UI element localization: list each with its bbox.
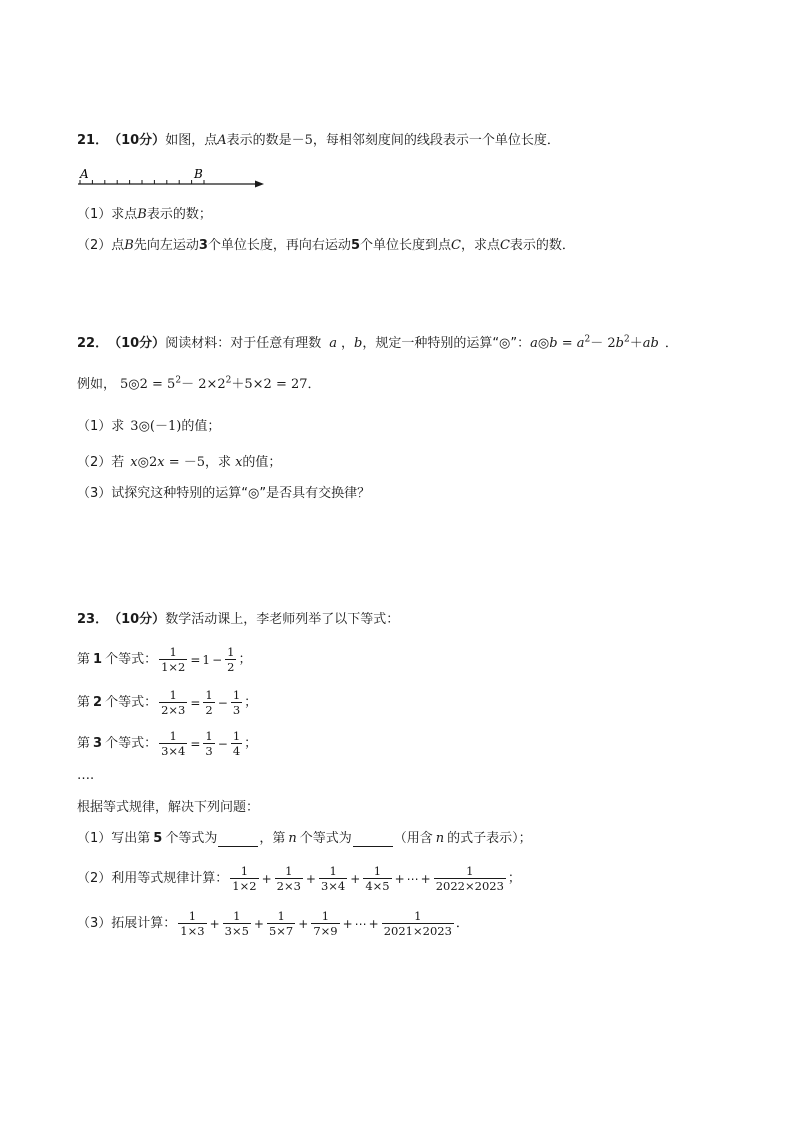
q22-part-1 bbox=[77, 417, 220, 437]
q23-number: 23． bbox=[77, 612, 109, 627]
q22-end: ． bbox=[664, 336, 678, 351]
q22-p1-expr: 3◎(－1) bbox=[130, 419, 182, 434]
q22-text-2: ，规定一种特别的运算“◎”： bbox=[362, 336, 531, 351]
q22-p3-text: 试探究这种特别的运算“◎”是否具有交换律？ bbox=[111, 486, 371, 501]
fraction: $\frac{1}{3\times 4}$ bbox=[161, 729, 186, 758]
fraction: $\frac{1}{2022\times 2023}$ bbox=[435, 864, 504, 893]
q23-part-1: （1） 写出第 5 个等式为 ，第 n 个等式为 （用含 n 的式子表示）； bbox=[77, 831, 532, 846]
q22-p2-expr: x◎2x = －5 bbox=[130, 455, 206, 470]
q21-p2-point-c-2: C bbox=[499, 238, 510, 253]
q22-p2-var-x: x bbox=[235, 455, 243, 470]
fraction: $\frac{1}{1\times 2}$ bbox=[232, 864, 257, 893]
q21-p2-num-3: 3 bbox=[198, 238, 208, 253]
q21-p2-text-1: 点 bbox=[111, 238, 125, 253]
fraction: $\frac{1}{1\times 2}$ bbox=[161, 645, 186, 674]
q21-number: 21． bbox=[77, 133, 109, 148]
q21-p2-point-c: C bbox=[451, 238, 461, 253]
q22-comma: ， bbox=[340, 336, 354, 351]
q21-text-1: 如图，点 bbox=[165, 133, 218, 148]
q22-part-2 bbox=[77, 453, 281, 473]
fraction: $\frac{1}{3\times 4}$ bbox=[320, 864, 346, 893]
q22-p2-text-2: ，求 bbox=[205, 455, 232, 470]
q21-p1-text-1: 求点 bbox=[111, 207, 138, 222]
q22-example bbox=[77, 375, 321, 395]
q22-p3-index: （3） bbox=[77, 486, 112, 501]
answer-blank-2[interactable] bbox=[353, 832, 393, 847]
q21-p2-point-b: B bbox=[124, 238, 134, 253]
q23-score: （10分） bbox=[108, 612, 166, 627]
fraction: $\frac{1}{3\times 5}$ bbox=[224, 909, 249, 938]
fraction: $\frac{1}{2\times 3}$ bbox=[161, 688, 186, 717]
q21-score: （10分） bbox=[108, 133, 166, 148]
q21-p2-text-6: 表示的数． bbox=[509, 238, 575, 253]
fraction: $\frac{1}{4}$ bbox=[232, 729, 241, 758]
number-line-ticks bbox=[80, 180, 204, 184]
q21-point-a: A bbox=[217, 133, 227, 148]
q22-p1-index: （1） bbox=[77, 419, 112, 434]
q21-p2-text-5: ，求点 bbox=[460, 238, 500, 253]
q21-text-3: ，每相邻刻度间的线段表示一个单位长度． bbox=[312, 133, 560, 148]
q23-equation-3: 第 3 个等式： $\frac{1}{3\times 4}$ = $\frac{1}{3}$ − $\frac{1}{4}$ ； bbox=[77, 729, 258, 758]
fraction: $\frac{1}{2021\times 2023}$ bbox=[383, 909, 452, 938]
label-point-b: B bbox=[194, 167, 203, 181]
q21-p2-num-5: 5 bbox=[350, 238, 360, 253]
q22-number: 22． bbox=[77, 336, 109, 351]
fraction: $\frac{1}{2\times 3}$ bbox=[276, 864, 301, 893]
fraction: $\frac{1}{2}$ bbox=[205, 688, 213, 717]
answer-blank-1[interactable] bbox=[218, 832, 258, 847]
q22-p1-text-1: 求 bbox=[111, 419, 125, 434]
fraction: $\frac{1}{2}$ bbox=[227, 645, 235, 674]
q22-var-b: b bbox=[353, 336, 363, 351]
number-line-figure bbox=[74, 164, 270, 194]
number-line-arrow bbox=[255, 181, 264, 188]
q22-p1-text-2: 的值； bbox=[181, 419, 221, 434]
q23-text: 数学活动课上，李老师列举了以下等式： bbox=[165, 612, 400, 627]
q22-example-label: 例如， bbox=[77, 377, 117, 392]
q23-ellipsis: …. bbox=[77, 768, 95, 783]
q21-stem bbox=[77, 131, 560, 151]
label-point-a: A bbox=[80, 167, 89, 181]
q21-p2-text-3: 个单位长度，再向右运动 bbox=[207, 238, 351, 253]
q21-part-2 bbox=[77, 236, 575, 256]
q22-p2-text-3: 的值； bbox=[242, 455, 282, 470]
q21-text-2: 表示的数是 bbox=[226, 133, 292, 148]
q21-part-1 bbox=[77, 205, 212, 225]
fraction: $\frac{1}{3}$ bbox=[232, 688, 241, 717]
fraction: $\frac{1}{5\times 7}$ bbox=[268, 909, 294, 938]
q21-p2-text-2: 先向左运动 bbox=[133, 238, 199, 253]
q23-part-2: （2） 利用等式规律计算： $\frac{1}{1\times 2}$ + $\frac{1}{2\times 3}$ + $\frac{1}{3\times 4}$ + $\frac{1}{4\times 5}$ + ⋯ + $\frac{1}{2022\times 2023}$ ； bbox=[77, 864, 521, 893]
q23-equation-1: 第 1 个等式： $\frac{1}{1\times 2}$ = 1 − $\frac{1}{2}$ ； bbox=[77, 645, 252, 674]
q22-var-a: a bbox=[329, 336, 337, 351]
q23-stem bbox=[77, 610, 399, 630]
q23-intro: 根据等式规律，解决下列问题： bbox=[77, 800, 260, 815]
fraction: $\frac{1}{7\times 9}$ bbox=[313, 909, 338, 938]
q22-stem bbox=[77, 334, 678, 354]
q22-p2-text-1: 若 bbox=[111, 455, 125, 470]
q22-example-expr: 5◎2 = $5^2- 2\times 2^2+5\times 2 = 27$ bbox=[120, 375, 308, 392]
q22-definition: a◎b = $a^2- 2b^2+ab$ bbox=[530, 334, 659, 351]
q22-example-end: ． bbox=[307, 377, 321, 392]
q22-p2-index: （2） bbox=[77, 455, 112, 470]
q21-p1-index: （1） bbox=[77, 207, 112, 222]
q22-score: （10分） bbox=[108, 336, 166, 351]
fraction: $\frac{1}{4\times 5}$ bbox=[365, 864, 390, 893]
q21-p2-index: （2） bbox=[77, 238, 112, 253]
fraction: $\frac{1}{3}$ bbox=[205, 729, 213, 758]
q21-p1-text-2: 表示的数； bbox=[146, 207, 212, 222]
q22-part-3 bbox=[77, 484, 370, 504]
fraction: $\frac{1}{1\times 3}$ bbox=[180, 909, 205, 938]
q21-p2-text-4: 个单位长度到点 bbox=[359, 238, 451, 253]
q23-equation-2: 第 2 个等式： $\frac{1}{2\times 3}$ = $\frac{1}{2}$ − $\frac{1}{3}$ ； bbox=[77, 688, 258, 717]
q22-text-1: 阅读材料：对于任意有理数 bbox=[165, 336, 322, 351]
q23-part-3: （3） 拓展计算： $\frac{1}{1\times 3}$ + $\frac{1}{3\times 5}$ + $\frac{1}{5\times 7}$ + $\frac{1}{7\times 9}$ + ⋯ + $\frac{1}{2021\times 2023}$ ． bbox=[77, 909, 469, 938]
q21-value: －5 bbox=[291, 133, 313, 148]
q21-p1-point-b: B bbox=[137, 207, 147, 222]
